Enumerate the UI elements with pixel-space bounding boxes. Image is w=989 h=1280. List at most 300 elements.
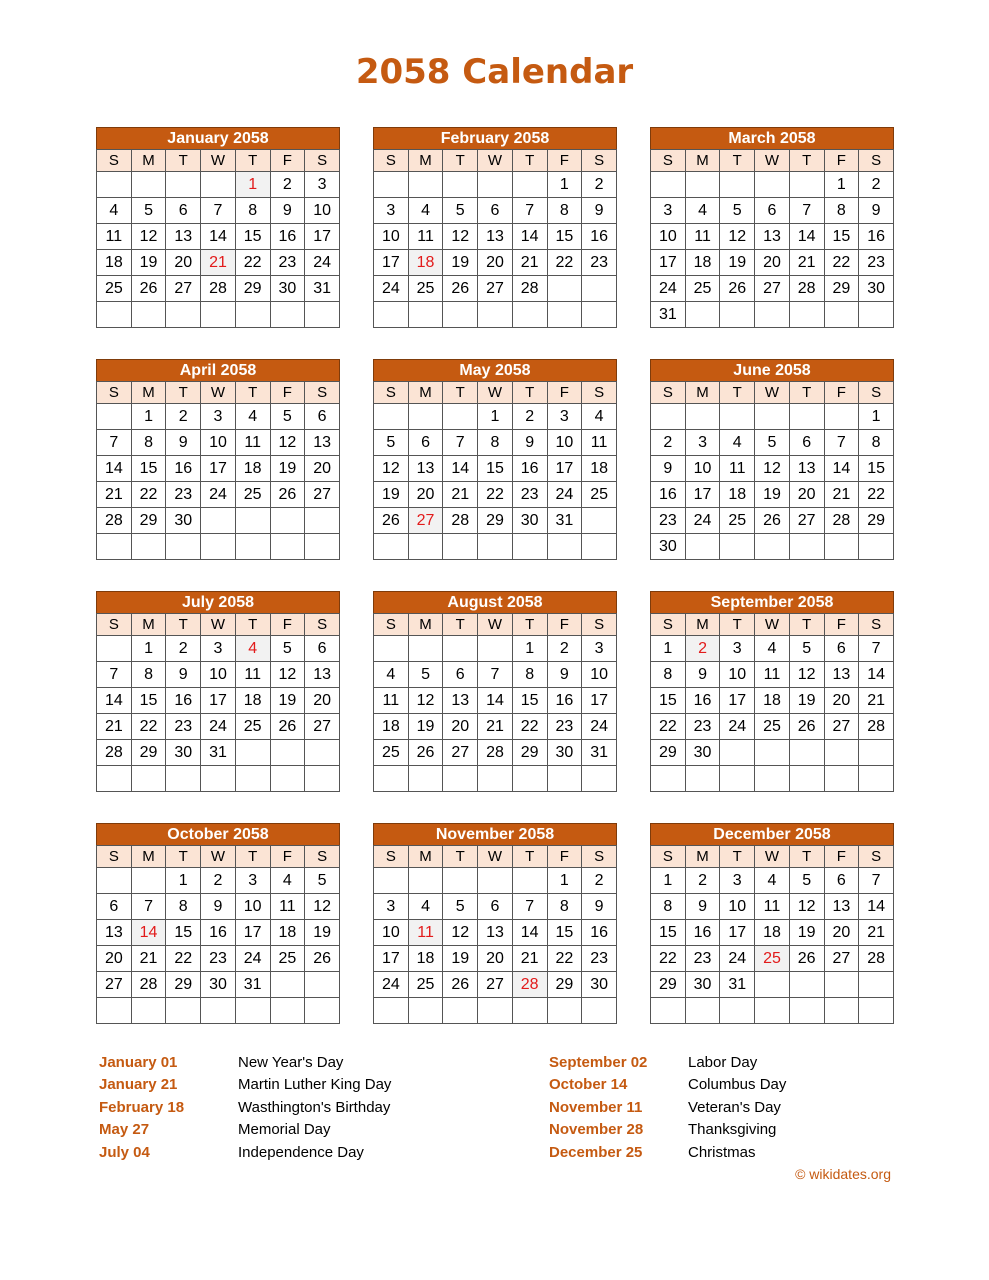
month-block [96, 823, 340, 1024]
day-cell: 20 [97, 946, 132, 972]
empty-day-cell [443, 534, 478, 560]
weekday-header: M [685, 614, 720, 636]
day-cell: 25 [408, 972, 443, 998]
day-cell: 23 [859, 250, 894, 276]
weekday-header: S [582, 150, 617, 172]
day-cell: 18 [97, 250, 132, 276]
day-cell: 31 [201, 740, 236, 766]
day-cell: 22 [651, 946, 686, 972]
day-cell: 13 [97, 920, 132, 946]
day-cell: 14 [97, 688, 132, 714]
day-cell: 12 [305, 894, 340, 920]
day-cell: 5 [270, 404, 305, 430]
week-row [651, 868, 894, 894]
week-row [651, 920, 894, 946]
day-cell: 1 [478, 404, 513, 430]
week-row [374, 456, 617, 482]
empty-day-cell [824, 766, 859, 792]
empty-day-cell [685, 534, 720, 560]
day-cell: 13 [443, 688, 478, 714]
day-cell: 12 [131, 224, 166, 250]
day-cell: 26 [755, 508, 790, 534]
day-cell: 27 [443, 740, 478, 766]
week-row [97, 894, 340, 920]
day-cell: 31 [651, 302, 686, 328]
empty-day-cell [824, 404, 859, 430]
empty-day-cell [443, 636, 478, 662]
weekday-header: M [131, 150, 166, 172]
day-cell: 7 [97, 430, 132, 456]
day-cell: 22 [547, 946, 582, 972]
month-title: May 2058 [373, 359, 617, 381]
empty-day-cell [720, 998, 755, 1024]
day-cell: 23 [270, 250, 305, 276]
day-cell: 17 [201, 456, 236, 482]
day-cell: 3 [547, 404, 582, 430]
weekday-header: W [201, 382, 236, 404]
empty-day-cell [582, 998, 617, 1024]
weekday-header: T [235, 614, 270, 636]
day-cell: 11 [685, 224, 720, 250]
day-cell: 25 [408, 276, 443, 302]
day-cell: 20 [824, 920, 859, 946]
day-cell: 11 [720, 456, 755, 482]
day-cell: 30 [201, 972, 236, 998]
holiday-row [549, 1074, 786, 1096]
week-row [651, 302, 894, 328]
holiday-day-cell: 1 [235, 172, 270, 198]
empty-day-cell [305, 766, 340, 792]
day-cell: 26 [131, 276, 166, 302]
day-cell: 29 [166, 972, 201, 998]
day-cell: 12 [755, 456, 790, 482]
day-cell: 24 [201, 482, 236, 508]
day-cell: 31 [305, 276, 340, 302]
day-cell: 25 [235, 482, 270, 508]
holiday-day-cell: 2 [685, 636, 720, 662]
day-cell: 22 [131, 714, 166, 740]
holiday-name: Wasthington's Birthday [238, 1098, 391, 1116]
week-row [97, 636, 340, 662]
day-cell: 15 [547, 920, 582, 946]
day-cell: 13 [305, 662, 340, 688]
empty-day-cell [305, 972, 340, 998]
week-row [374, 224, 617, 250]
day-cell: 16 [166, 688, 201, 714]
empty-day-cell [582, 276, 617, 302]
day-cell: 15 [235, 224, 270, 250]
weekday-header: T [166, 150, 201, 172]
month-title: September 2058 [650, 591, 894, 613]
week-row [651, 456, 894, 482]
day-cell: 17 [720, 920, 755, 946]
day-cell: 27 [824, 946, 859, 972]
week-row [97, 662, 340, 688]
day-cell: 3 [201, 636, 236, 662]
day-cell: 21 [512, 946, 547, 972]
day-cell: 8 [547, 198, 582, 224]
day-cell: 28 [443, 508, 478, 534]
weekday-header: T [720, 150, 755, 172]
empty-day-cell [305, 740, 340, 766]
day-cell: 4 [408, 198, 443, 224]
empty-day-cell [131, 172, 166, 198]
empty-day-cell [374, 302, 409, 328]
day-cell: 22 [859, 482, 894, 508]
month-table [373, 613, 617, 792]
month-table [96, 381, 340, 560]
weekday-header: T [789, 382, 824, 404]
day-cell: 3 [651, 198, 686, 224]
day-cell: 23 [512, 482, 547, 508]
holiday-list-right [549, 1052, 786, 1164]
empty-day-cell [789, 172, 824, 198]
day-cell: 3 [374, 894, 409, 920]
week-row [97, 276, 340, 302]
empty-day-cell [859, 972, 894, 998]
day-cell: 5 [789, 636, 824, 662]
day-cell: 3 [235, 868, 270, 894]
day-cell: 3 [685, 430, 720, 456]
weekday-header: S [305, 382, 340, 404]
month-table [650, 613, 894, 792]
week-row [374, 198, 617, 224]
day-cell: 19 [789, 920, 824, 946]
weekday-header: T [789, 614, 824, 636]
weekday-header: S [651, 846, 686, 868]
day-cell: 14 [512, 224, 547, 250]
day-cell: 23 [685, 714, 720, 740]
weekday-header: M [408, 614, 443, 636]
weekday-header: F [547, 846, 582, 868]
day-cell: 20 [166, 250, 201, 276]
holiday-date: November 28 [549, 1121, 644, 1139]
holiday-date: July 04 [99, 1143, 150, 1161]
day-cell: 9 [512, 430, 547, 456]
week-row [651, 198, 894, 224]
day-cell: 21 [859, 688, 894, 714]
day-cell: 18 [582, 456, 617, 482]
empty-day-cell [755, 172, 790, 198]
day-cell: 25 [755, 714, 790, 740]
empty-day-cell [478, 534, 513, 560]
day-cell: 4 [97, 198, 132, 224]
day-cell: 24 [651, 276, 686, 302]
day-cell: 28 [789, 276, 824, 302]
day-cell: 20 [443, 714, 478, 740]
day-cell: 15 [651, 688, 686, 714]
day-cell: 1 [547, 172, 582, 198]
day-cell: 2 [270, 172, 305, 198]
day-cell: 20 [305, 688, 340, 714]
day-cell: 15 [166, 920, 201, 946]
week-row [374, 302, 617, 328]
weekday-header: T [235, 846, 270, 868]
week-row [97, 920, 340, 946]
empty-day-cell [270, 972, 305, 998]
day-cell: 18 [270, 920, 305, 946]
empty-day-cell [755, 972, 790, 998]
day-cell: 11 [235, 662, 270, 688]
day-cell: 29 [512, 740, 547, 766]
empty-day-cell [755, 766, 790, 792]
day-cell: 5 [443, 894, 478, 920]
day-cell: 8 [859, 430, 894, 456]
day-cell: 20 [789, 482, 824, 508]
empty-day-cell [478, 868, 513, 894]
day-cell: 11 [408, 224, 443, 250]
month-title: January 2058 [96, 127, 340, 149]
empty-day-cell [824, 534, 859, 560]
day-cell: 15 [512, 688, 547, 714]
empty-day-cell [166, 998, 201, 1024]
day-cell: 1 [651, 636, 686, 662]
day-cell: 24 [305, 250, 340, 276]
empty-day-cell [547, 534, 582, 560]
week-row [651, 404, 894, 430]
day-cell: 26 [443, 972, 478, 998]
empty-day-cell [651, 404, 686, 430]
day-cell: 28 [131, 972, 166, 998]
empty-day-cell [789, 534, 824, 560]
week-row [651, 766, 894, 792]
day-cell: 13 [478, 920, 513, 946]
day-cell: 25 [374, 740, 409, 766]
weekday-header: T [512, 382, 547, 404]
month-block [96, 591, 340, 792]
empty-day-cell [408, 534, 443, 560]
day-cell: 30 [166, 740, 201, 766]
weekday-header: M [685, 846, 720, 868]
empty-day-cell [374, 998, 409, 1024]
empty-day-cell [166, 172, 201, 198]
week-row [651, 972, 894, 998]
month-block [650, 591, 894, 792]
day-cell: 14 [789, 224, 824, 250]
empty-day-cell [720, 534, 755, 560]
weekday-header: T [166, 382, 201, 404]
month-table [650, 381, 894, 560]
day-cell: 14 [824, 456, 859, 482]
weekday-row [97, 846, 340, 868]
day-cell: 11 [755, 894, 790, 920]
day-cell: 12 [270, 430, 305, 456]
empty-day-cell [720, 740, 755, 766]
day-cell: 16 [201, 920, 236, 946]
week-row [374, 714, 617, 740]
day-cell: 19 [789, 688, 824, 714]
day-cell: 23 [201, 946, 236, 972]
day-cell: 24 [720, 714, 755, 740]
weekday-header: W [478, 614, 513, 636]
week-row [651, 482, 894, 508]
weekday-header: W [201, 150, 236, 172]
empty-day-cell [201, 172, 236, 198]
day-cell: 23 [166, 482, 201, 508]
empty-day-cell [443, 404, 478, 430]
day-cell: 24 [374, 276, 409, 302]
day-cell: 19 [270, 456, 305, 482]
day-cell: 17 [720, 688, 755, 714]
empty-day-cell [97, 868, 132, 894]
empty-day-cell [443, 302, 478, 328]
week-row [374, 946, 617, 972]
day-cell: 30 [166, 508, 201, 534]
week-row [651, 250, 894, 276]
weekday-header: S [374, 846, 409, 868]
day-cell: 22 [478, 482, 513, 508]
day-cell: 21 [97, 714, 132, 740]
empty-day-cell [235, 302, 270, 328]
holiday-day-cell: 27 [408, 508, 443, 534]
empty-day-cell [201, 508, 236, 534]
empty-day-cell [97, 998, 132, 1024]
empty-day-cell [512, 868, 547, 894]
week-row [97, 868, 340, 894]
empty-day-cell [859, 740, 894, 766]
day-cell: 3 [201, 404, 236, 430]
empty-day-cell [201, 766, 236, 792]
empty-day-cell [374, 172, 409, 198]
day-cell: 5 [755, 430, 790, 456]
weekday-header: M [685, 150, 720, 172]
day-cell: 28 [859, 946, 894, 972]
weekday-row [651, 150, 894, 172]
day-cell: 26 [305, 946, 340, 972]
day-cell: 26 [789, 714, 824, 740]
empty-day-cell [166, 766, 201, 792]
day-cell: 9 [547, 662, 582, 688]
empty-day-cell [859, 302, 894, 328]
day-cell: 22 [547, 250, 582, 276]
day-cell: 6 [478, 894, 513, 920]
day-cell: 9 [651, 456, 686, 482]
day-cell: 7 [824, 430, 859, 456]
day-cell: 27 [166, 276, 201, 302]
day-cell: 5 [305, 868, 340, 894]
day-cell: 24 [374, 972, 409, 998]
empty-day-cell [305, 302, 340, 328]
day-cell: 16 [582, 224, 617, 250]
day-cell: 16 [582, 920, 617, 946]
weekday-header: T [443, 846, 478, 868]
day-cell: 24 [201, 714, 236, 740]
week-row [651, 946, 894, 972]
week-row [374, 688, 617, 714]
weekday-header: T [235, 382, 270, 404]
day-cell: 22 [235, 250, 270, 276]
day-cell: 4 [374, 662, 409, 688]
weekday-header: S [651, 150, 686, 172]
day-cell: 2 [201, 868, 236, 894]
day-cell: 26 [270, 482, 305, 508]
day-cell: 10 [201, 430, 236, 456]
weekday-row [651, 614, 894, 636]
day-cell: 26 [408, 740, 443, 766]
day-cell: 24 [582, 714, 617, 740]
empty-day-cell [651, 172, 686, 198]
week-row [651, 688, 894, 714]
day-cell: 11 [582, 430, 617, 456]
weekday-header: F [270, 846, 305, 868]
holiday-name: Columbus Day [688, 1076, 787, 1094]
day-cell: 2 [685, 868, 720, 894]
empty-day-cell [443, 766, 478, 792]
day-cell: 12 [270, 662, 305, 688]
day-cell: 5 [408, 662, 443, 688]
holiday-date: February 18 [99, 1098, 185, 1116]
day-cell: 14 [859, 894, 894, 920]
month-title: April 2058 [96, 359, 340, 381]
day-cell: 16 [685, 688, 720, 714]
day-cell: 15 [824, 224, 859, 250]
week-row [651, 172, 894, 198]
day-cell: 8 [166, 894, 201, 920]
day-cell: 1 [512, 636, 547, 662]
empty-day-cell [859, 998, 894, 1024]
empty-day-cell [270, 740, 305, 766]
day-cell: 12 [789, 894, 824, 920]
empty-day-cell [408, 636, 443, 662]
weekday-header: W [755, 382, 790, 404]
day-cell: 13 [824, 662, 859, 688]
weekday-header: S [97, 614, 132, 636]
empty-day-cell [166, 534, 201, 560]
day-cell: 10 [235, 894, 270, 920]
empty-day-cell [478, 172, 513, 198]
empty-day-cell [131, 998, 166, 1024]
day-cell: 23 [582, 250, 617, 276]
day-cell: 18 [755, 688, 790, 714]
day-cell: 23 [547, 714, 582, 740]
day-cell: 2 [166, 636, 201, 662]
day-cell: 8 [547, 894, 582, 920]
day-cell: 13 [305, 430, 340, 456]
week-row [651, 224, 894, 250]
day-cell: 25 [720, 508, 755, 534]
credit-text[interactable]: © wikidates.org [795, 1166, 891, 1182]
holiday-name: Independence Day [238, 1143, 364, 1161]
day-cell: 9 [166, 430, 201, 456]
day-cell: 11 [270, 894, 305, 920]
day-cell: 27 [305, 714, 340, 740]
weekday-row [374, 382, 617, 404]
empty-day-cell [131, 534, 166, 560]
empty-day-cell [789, 740, 824, 766]
day-cell: 31 [235, 972, 270, 998]
month-block [373, 591, 617, 792]
day-cell: 18 [408, 946, 443, 972]
weekday-header: S [305, 846, 340, 868]
day-cell: 19 [131, 250, 166, 276]
holiday-row [549, 1097, 786, 1119]
day-cell: 2 [651, 430, 686, 456]
empty-day-cell [755, 302, 790, 328]
weekday-header: M [408, 846, 443, 868]
day-cell: 26 [374, 508, 409, 534]
month-title: December 2058 [650, 823, 894, 845]
day-cell: 29 [478, 508, 513, 534]
empty-day-cell [547, 276, 582, 302]
empty-day-cell [443, 868, 478, 894]
month-table [373, 149, 617, 328]
day-cell: 25 [235, 714, 270, 740]
day-cell: 16 [512, 456, 547, 482]
weekday-header: T [166, 614, 201, 636]
month-title: October 2058 [96, 823, 340, 845]
day-cell: 23 [582, 946, 617, 972]
day-cell: 6 [408, 430, 443, 456]
